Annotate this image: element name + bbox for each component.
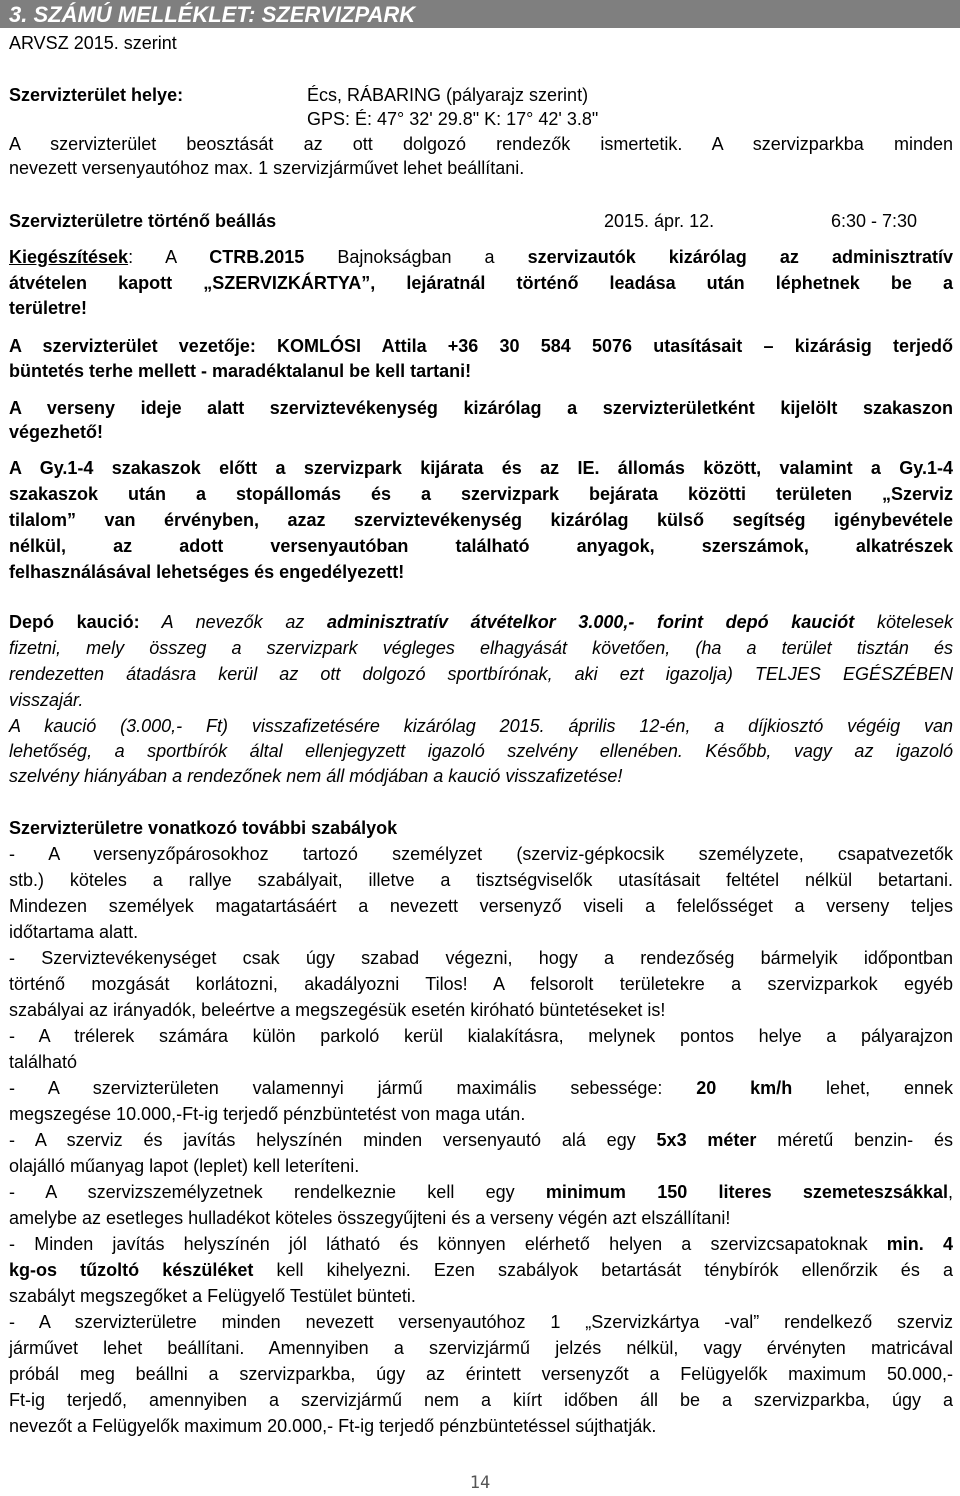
setup-date: 2015. ápr. 12. — [604, 211, 715, 231]
manager-line: büntetés terhe mellett - maradéktalanul be kell tartani! — [9, 361, 472, 381]
ban-line: A Gy.1-4 szakaszok előtt a szervizpark kijárata és az IE. állomás között, valamint a Gy.1-4 — [9, 458, 953, 478]
rule-line: történő mozgását korlátozni, akadályozni Tilos! A felsorolt területekre a szervizparkok egyéb — [9, 974, 953, 994]
rule-line: időtartama alatt. — [9, 922, 139, 942]
deposit-line: rendezetten átadásra kerül az ott dolgozó sportbírónak, aki ezt igazolja) TELJES EGÉSZÉBEN — [9, 664, 953, 684]
setup-label: Szervizterületre történő beállás — [9, 211, 277, 231]
rule-line: nevezőt a Felügyelők maximum 20.000,- Ft-ig terjedő pénzbüntetéssel sújthatják. — [9, 1416, 657, 1436]
rule-line: próbál meg beállni a szervizparkba, úgy az érintett versenyzőt a Felügyelők maximum 50.000,- — [9, 1364, 953, 1384]
rule-line: szabályt megszegőket a Felügyelő Testület bünteti. — [9, 1286, 416, 1306]
rule-line: - A szerviz és javítás helyszínén minden versenyautó alá egy 5x3 méter méretű benzin- és — [9, 1130, 953, 1150]
rule-line: - Minden javítás helyszínén jól látható és könnyen elérhető helyen a szervizcsapatoknak min. 4 — [9, 1234, 954, 1254]
deposit-line: Depó kaució: A nevezők az adminisztratív átvételkor 3.000,- forint depó kauciót kötelesek — [9, 612, 953, 632]
rule-line: - A szervizszemélyzetnek rendelkeznie kell egy minimum 150 literes szemeteszsákkal, — [9, 1182, 953, 1202]
rule-line: szabályai az irányadók, beleértve a megszegésük esetén kiróható büntetéseket is! — [9, 1000, 666, 1020]
rule-line: - A szervizterületre minden nevezett versenyautóhoz 1 „Szervizkártya -val” rendelkező szerviz — [9, 1312, 953, 1332]
deposit-line: szelvény hiányában a rendezőnek nem áll módjában a kaució visszafizetése! — [9, 766, 623, 786]
supplements-line: átvételen kapott „SZERVIZKÁRTYA”, lejáratnál történő leadása után léphetnek be a — [9, 273, 953, 293]
rule-line: olajálló műanyag lapot (leplet) kell leteríteni. — [9, 1156, 360, 1176]
rule-line: járművet lehet beállítani. Amennyiben a szervizjármű jelzés nélkül, vagy érvényten matricával — [9, 1338, 953, 1358]
rule-line: megszegése 10.000,-Ft-ig terjedő pénzbüntetést von maga után. — [9, 1104, 526, 1124]
deposit-line: lehetőség, a sportbírók által ellenjegyzett igazoló szelvény ellenében. Később, vagy az igazoló — [9, 741, 953, 761]
rule-line: - Szerviztevékenységet csak úgy szabad végezni, hogy a rendezőség bármelyik időpontban — [9, 948, 953, 968]
location-label: Szervizterület helye: — [9, 85, 184, 105]
rule-line: - A trélerek számára külön parkoló kerül kialakításra, melynek pontos helye a pályarajzon — [9, 1026, 953, 1046]
ban-line: felhasználásával lehetséges és engedélyezett! — [9, 562, 405, 582]
service-activity-line: A verseny ideje alatt szerviztevékenység kizárólag a szervizterületként kijelölt szakaszon — [9, 398, 953, 418]
supplements-line: Kiegészítések: A CTRB.2015 Bajnokságban a szervizautók kizárólag az adminisztratív — [9, 247, 954, 267]
deposit-line: visszajár. — [9, 690, 84, 710]
ban-line: nélkül, az adott versenyautóban található anyagok, szerszámok, alkatrészek — [9, 536, 953, 556]
location-value: Écs, RÁBARING (pályarajz szerint) — [307, 85, 589, 105]
intro-line: nevezett versenyautóhoz max. 1 szervizjárművet lehet beállítani. — [9, 158, 525, 178]
subtitle: ARVSZ 2015. szerint — [9, 33, 177, 53]
manager-line: A szervizterület vezetője: KOMLÓSI Attila +36 30 584 5076 utasításait – kizárásig terjedő — [9, 336, 953, 356]
supplements-line: területre! — [9, 298, 88, 318]
setup-time: 6:30 - 7:30 — [831, 211, 918, 231]
speed-limit: 20 km/h — [696, 1078, 793, 1098]
ban-line: szakaszok után a stopállomás és a szervizpark bejárata közötti területen „Szerviz — [9, 484, 953, 504]
intro-line: A szervizterület beosztását az ott dolgozó rendezők ismertetik. A szervizparkba minden — [9, 134, 953, 154]
page-number: 14 — [469, 1473, 491, 1493]
deposit-line: fizetni, mely összeg a szervizpark végleges elhagyását követően, (ha a terület tisztán és — [9, 638, 953, 658]
rule-line: található — [9, 1052, 78, 1072]
bin-capacity: minimum 150 literes szemeteszsákkal — [545, 1182, 948, 1202]
rule-line: kg-os tűzoltó készüléket kell kihelyezni. Ezen szabályok betartását ténybírók ellenőrzik és a — [9, 1260, 953, 1280]
gps-coordinates: GPS: É: 47° 32' 29.8" K: 17° 42' 3.8" — [307, 109, 599, 129]
deposit-line: A kaució (3.000,- Ft) visszafizetésére kizárólag 2015. április 12-én, a díjkiosztó végéig van — [9, 716, 953, 736]
ctrb-ref: CTRB.2015 — [209, 247, 305, 267]
rules-heading: Szervizterületre vonatkozó további szabályok — [9, 818, 398, 838]
deposit-label: Depó kaució: — [9, 612, 140, 632]
rule-line: stb.) köteles a rallye szabályait, illetve a tisztségviselők utasításait feltétel nélkül betartani. — [9, 870, 953, 890]
rule-line: Mindezen személyek magatartásáért a nevezett versenyző viseli a felelősséget a verseny teljes — [9, 896, 953, 916]
section-title: 3. SZÁMÚ MELLÉKLET: SZERVIZPARK — [0, 0, 960, 28]
supplements-label: Kiegészítések — [9, 247, 129, 267]
extinguisher-requirement: kg-os tűzoltó készüléket — [9, 1260, 254, 1280]
service-activity-line: végezhető! — [9, 422, 104, 442]
rule-line: Ft-ig terjedő, amennyiben a szervizjármű nem a kiírt időben áll be a szervizparkba, úgy a — [9, 1390, 953, 1410]
rule-line: amelybe az esetleges hulladékot köteles összegyűjteni és a verseny végén azt elszállítani! — [9, 1208, 731, 1228]
rule-line: - A szervizterületen valamennyi jármű maximális sebessége: 20 km/h lehet, ennek — [9, 1078, 953, 1098]
rule-line: - A versenyzőpárosokhoz tartozó személyzet (szerviz-gépkocsik személyzete, csapatvezetők — [9, 844, 953, 864]
ban-line: tilalom” van érvényben, azaz szerviztevékenység kizárólag külső segítség igénybevétele — [9, 510, 953, 530]
mat-size: 5x3 méter — [656, 1130, 757, 1150]
